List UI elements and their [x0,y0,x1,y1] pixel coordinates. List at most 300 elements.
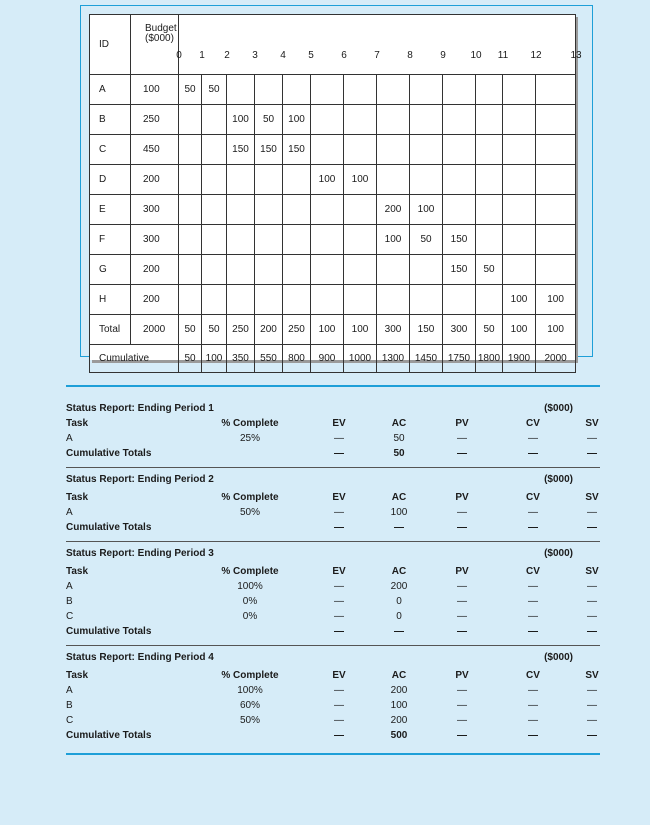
period-cell [227,225,255,255]
period-cell [536,195,576,225]
pv-value: — [457,596,467,607]
period-cell [536,105,576,135]
report-header-row [66,565,600,580]
pv-value: — [457,581,467,592]
period-label: 11 [497,50,509,61]
period-cell: 100 [536,285,576,315]
ac-value: 50 [393,433,405,444]
ac-value: 100 [390,507,408,518]
totals-cv: — [528,626,538,637]
period-label: 5 [308,50,314,61]
ac-value: 100 [390,700,408,711]
period-cell: 50 [179,75,202,105]
cumulative-cell: 1900 [503,345,536,373]
period-cell [179,285,202,315]
period-cell [255,195,283,225]
row-id: G [90,255,131,285]
task-header: Task [66,670,89,681]
pv-value: — [457,685,467,696]
report-header-row [66,491,600,506]
period-cell [283,75,311,105]
ev-value: — [334,700,344,711]
period-cell [377,135,410,165]
cumulative-cell: 1300 [377,345,410,373]
ac-header: AC [391,492,407,503]
totals-ev: — [334,522,344,533]
row-id: D [90,165,131,195]
period-cell [179,195,202,225]
period-cell [476,135,503,165]
row-budget: 450 [131,135,179,165]
budget-row [90,225,576,255]
period-cell [443,105,476,135]
ac-value: 0 [396,596,402,607]
cv-value: — [528,611,538,622]
period-cell [283,285,311,315]
cumulative-cell: 100 [202,345,227,373]
cumulative-cell: 1000 [344,345,377,373]
period-cell: 150 [283,135,311,165]
period-label: 6 [341,50,347,61]
totals-sv: — [587,730,597,741]
total-row [90,315,576,345]
row-id: A [90,75,131,105]
period-cell: 100 [410,195,443,225]
total-cell: 100 [503,315,536,345]
period-cell [476,75,503,105]
sv-value: — [587,581,597,592]
period-cell [202,195,227,225]
period-cell [536,135,576,165]
ev-value: — [334,596,344,607]
task-id: A [66,507,73,518]
period-cell [476,225,503,255]
cv-header: CV [526,418,540,429]
row-id: H [90,285,131,315]
pct-complete: 50% [239,715,260,726]
task-row [66,595,600,610]
period-cell: 100 [311,165,344,195]
budget-row [90,135,576,165]
period-cell: 150 [227,135,255,165]
period-cell [410,285,443,315]
totals-label: Cumulative Totals [66,522,152,533]
status-report [66,399,600,467]
budget-table [89,14,582,373]
sv-header: SV [585,492,599,503]
sv-value: — [587,715,597,726]
task-row [66,432,600,447]
period-cell [202,105,227,135]
report-header-row [66,417,600,432]
ac-header: AC [391,566,407,577]
totals-sv: — [587,522,597,533]
status-top-rule [66,385,600,387]
pv-header: PV [455,418,469,429]
totals-ev: — [334,448,344,459]
budget-row [90,285,576,315]
cumulative-cell: 550 [255,345,283,373]
budget-row [90,105,576,135]
id-header: ID [90,15,131,75]
task-row [66,699,600,714]
totals-ac: 500 [390,730,408,741]
totals-cv: — [528,522,538,533]
cumulative-cell: 350 [227,345,255,373]
pct-complete: 50% [239,507,260,518]
pct-complete: 100% [237,581,263,592]
period-cell [443,135,476,165]
task-id: A [66,433,73,444]
totals-pv: — [457,626,467,637]
ac-value: 200 [390,581,408,592]
totals-row [66,447,600,462]
total-budget: 2000 [131,315,179,345]
sv-value: — [587,433,597,444]
budget-table-card [89,14,582,364]
task-row [66,580,600,595]
sv-value: — [587,596,597,607]
pct-header: % Complete [221,418,279,429]
period-label: 4 [280,50,286,61]
report-title-row [66,399,600,417]
period-cell: 100 [283,105,311,135]
period-cell [311,75,344,105]
period-cell [377,165,410,195]
cumulative-cell: 2000 [536,345,576,373]
period-cell [179,105,202,135]
cv-value: — [528,581,538,592]
ac-value: 200 [390,685,408,696]
totals-sv: — [587,626,597,637]
totals-cv: — [528,730,538,741]
sv-value: — [587,685,597,696]
totals-ev: — [334,730,344,741]
pv-header: PV [455,566,469,577]
period-cell [179,225,202,255]
status-bottom-rule [66,753,600,755]
total-cell: 50 [476,315,503,345]
report-header-row [66,669,600,684]
cumulative-cell: 900 [311,345,344,373]
total-label: Total [90,315,131,345]
row-budget: 200 [131,285,179,315]
period-cell [202,285,227,315]
row-budget: 200 [131,165,179,195]
cv-value: — [528,433,538,444]
period-cell [344,225,377,255]
period-cell [255,165,283,195]
period-cell [410,255,443,285]
period-cell [536,165,576,195]
ac-header: AC [391,418,407,429]
report-units: ($000) [544,548,573,559]
period-cell: 100 [377,225,410,255]
period-cell [179,255,202,285]
cumulative-cell: 1750 [443,345,476,373]
period-cell [476,195,503,225]
period-cell [344,135,377,165]
task-header: Task [66,418,89,429]
report-units: ($000) [544,652,573,663]
period-label: 10 [470,50,482,61]
row-id: C [90,135,131,165]
budget-row [90,195,576,225]
period-axis [176,15,582,75]
period-cell [344,285,377,315]
sv-value: — [587,611,597,622]
period-cell [202,165,227,195]
cumulative-cell: 1450 [410,345,443,373]
totals-pv: — [457,730,467,741]
pv-header: PV [455,670,469,681]
period-cell [255,285,283,315]
period-cell [227,195,255,225]
period-cell [311,105,344,135]
total-cell: 100 [311,315,344,345]
period-cell [227,75,255,105]
period-cell [377,105,410,135]
pv-value: — [457,433,467,444]
totals-label: Cumulative Totals [66,626,152,637]
period-cell [344,75,377,105]
period-label: 7 [374,50,380,61]
period-cell: 50 [255,105,283,135]
period-cell [443,75,476,105]
row-id: F [90,225,131,255]
period-cell [410,165,443,195]
total-cell: 150 [410,315,443,345]
budget-header-line2: ($000) [145,33,174,44]
total-cell: 50 [202,315,227,345]
period-cell: 150 [443,225,476,255]
pv-value: — [457,715,467,726]
row-budget: 300 [131,195,179,225]
period-cell [503,225,536,255]
pct-complete: 60% [239,700,260,711]
cv-header: CV [526,566,540,577]
period-label: 0 [176,50,182,61]
totals-pv: — [457,448,467,459]
period-cell [503,255,536,285]
row-budget: 200 [131,255,179,285]
period-cell [344,105,377,135]
cv-value: — [528,685,538,696]
status-reports [66,385,600,755]
period-cell [227,165,255,195]
total-cell: 250 [227,315,255,345]
row-id: E [90,195,131,225]
period-cell [227,285,255,315]
total-cell: 300 [443,315,476,345]
total-cell: 300 [377,315,410,345]
cv-value: — [528,507,538,518]
totals-ac: — [394,522,404,533]
period-cell: 50 [410,225,443,255]
ev-value: — [334,507,344,518]
period-cell [377,255,410,285]
task-id: B [66,596,73,607]
cv-header: CV [526,492,540,503]
cv-value: — [528,715,538,726]
pct-complete: 25% [239,433,260,444]
task-id: B [66,700,73,711]
totals-row [66,625,600,640]
period-cell [536,255,576,285]
period-cell [283,225,311,255]
period-cell [311,135,344,165]
period-label: 1 [199,50,205,61]
row-budget: 300 [131,225,179,255]
period-cell [344,255,377,285]
period-cell [377,75,410,105]
row-budget: 100 [131,75,179,105]
pct-complete: 0% [242,611,258,622]
task-header: Task [66,566,89,577]
pv-value: — [457,611,467,622]
ev-value: — [334,611,344,622]
report-title-row [66,646,600,669]
ev-header: EV [332,566,346,577]
task-id: C [66,611,74,622]
status-report [66,467,600,541]
period-cell [311,225,344,255]
ev-value: — [334,433,344,444]
period-cell [202,255,227,285]
period-cell [179,165,202,195]
status-report [66,541,600,645]
period-cell [202,135,227,165]
cumulative-cell: 50 [179,345,202,373]
period-cell [503,195,536,225]
period-cell [476,165,503,195]
period-cell: 200 [377,195,410,225]
task-id: C [66,715,74,726]
period-cell [410,135,443,165]
pct-header: % Complete [221,492,279,503]
totals-sv: — [587,448,597,459]
totals-pv: — [457,522,467,533]
pv-value: — [457,700,467,711]
budget-header-row [90,15,576,75]
period-cell [443,285,476,315]
cv-value: — [528,700,538,711]
period-cell: 100 [344,165,377,195]
report-title-row [66,468,600,491]
totals-label: Cumulative Totals [66,448,152,459]
budget-header-line1: Budget [145,23,177,34]
cumulative-cell: 1800 [476,345,503,373]
total-cell: 100 [344,315,377,345]
totals-row [66,729,600,744]
pct-complete: 0% [242,596,258,607]
period-cell: 150 [443,255,476,285]
total-cell: 100 [536,315,576,345]
task-row [66,684,600,699]
period-cell [255,75,283,105]
period-cell [410,105,443,135]
ev-value: — [334,685,344,696]
period-label: 8 [407,50,413,61]
period-label: 3 [252,50,258,61]
period-cell [283,165,311,195]
total-cell: 50 [179,315,202,345]
period-cell [179,135,202,165]
task-header: Task [66,492,89,503]
period-cell [476,105,503,135]
sv-header: SV [585,418,599,429]
totals-ev: — [334,626,344,637]
sv-header: SV [585,566,599,577]
period-cell: 100 [503,285,536,315]
sv-value: — [587,507,597,518]
total-cell: 200 [255,315,283,345]
period-cell [503,135,536,165]
report-title-row [66,542,600,565]
period-label: 12 [530,50,542,61]
period-label: 9 [440,50,446,61]
budget-row [90,255,576,285]
row-id: B [90,105,131,135]
sv-header: SV [585,670,599,681]
report-units: ($000) [544,402,573,414]
period-cell [536,225,576,255]
task-row [66,610,600,625]
pv-header: PV [455,492,469,503]
report-title: Status Report: Ending Period 4 [66,652,214,663]
period-cell [443,195,476,225]
totals-cv: — [528,448,538,459]
status-report [66,645,600,749]
pct-header: % Complete [221,670,279,681]
cv-value: — [528,596,538,607]
totals-label: Cumulative Totals [66,730,152,741]
cumulative-label: Cumulative [90,345,179,373]
task-id: A [66,581,73,592]
period-cell [503,105,536,135]
period-label: 2 [224,50,230,61]
budget-header [131,15,179,75]
report-spacer [66,744,600,749]
pct-complete: 100% [237,685,263,696]
period-cell [311,255,344,285]
period-label: 13 [570,50,582,61]
totals-ac: — [394,626,404,637]
totals-ac: 50 [393,448,405,459]
period-cell [503,75,536,105]
budget-row [90,75,576,105]
task-row [66,506,600,521]
period-cell [344,195,377,225]
budget-row [90,165,576,195]
cv-header: CV [526,670,540,681]
ac-value: 0 [396,611,402,622]
ac-header: AC [391,670,407,681]
pv-value: — [457,507,467,518]
period-cell [536,75,576,105]
period-cell [283,255,311,285]
period-cell [410,75,443,105]
task-row [66,714,600,729]
ev-header: EV [332,670,346,681]
row-budget: 250 [131,105,179,135]
period-cell [377,285,410,315]
period-cell: 50 [476,255,503,285]
report-title: Status Report: Ending Period 2 [66,474,214,485]
cumulative-cell: 800 [283,345,311,373]
report-title: Status Report: Ending Period 3 [66,548,214,559]
ev-value: — [334,581,344,592]
